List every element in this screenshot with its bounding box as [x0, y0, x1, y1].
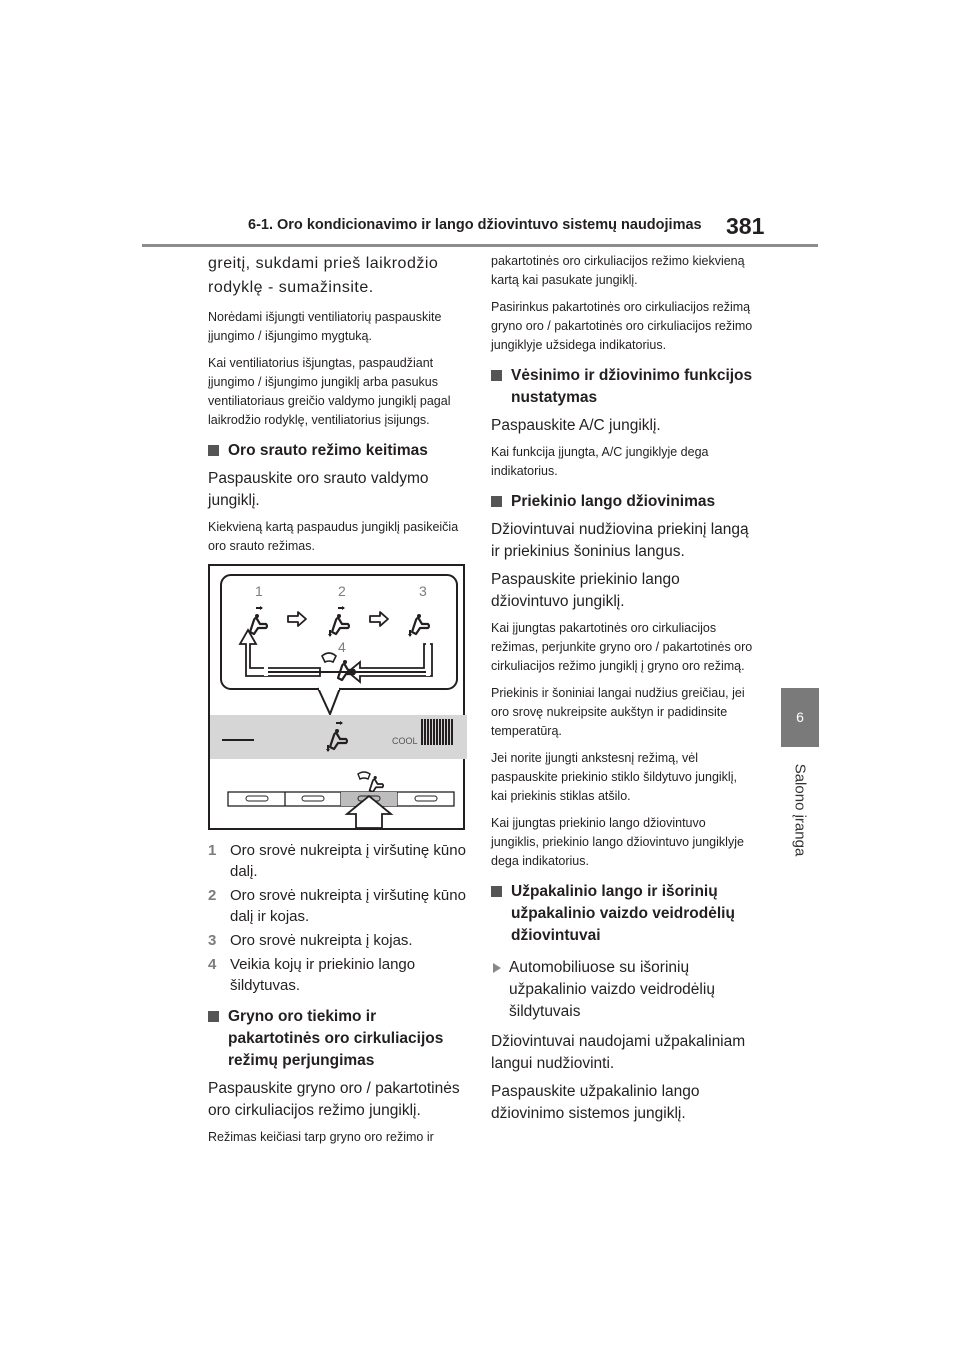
section-heading: [208, 440, 466, 462]
chapter-tab: 6: [781, 688, 819, 747]
mode-list: [208, 840, 466, 996]
list-item: 4 Veikia kojų ir priekinio lango šildytuvas.: [208, 956, 416, 994]
heading-text: Gryno oro tiekimo ir pakartotinės oro cirkuliacijos režimų perjungimas: [228, 1008, 444, 1069]
section-heading: [491, 881, 753, 947]
note: Kai įjungtas pakartotinės oro cirkuliacijos režimas, perjunkite gryno oro / pakartotinės oro cirkuliacijos režimo jungiklį į gryno oro režimą.: [491, 621, 753, 673]
paragraph: Džiovintuvai naudojami užpakaliniam langui nudžiovinti.: [491, 1033, 746, 1072]
paragraph: Paspauskite užpakalinio lango džiovinimo sistemos jungiklį.: [491, 1083, 700, 1122]
note: Pasirinkus pakartotinės oro cirkuliacijos režimą gryno oro / pakartotinės oro cirkuliacijos režimo jungiklyje užsidega indikatorius.: [491, 300, 753, 352]
square-bullet-icon: [491, 370, 502, 381]
paragraph: Paspauskite priekinio lango džiovintuvo jungiklį.: [491, 571, 680, 610]
square-bullet-icon: [491, 496, 502, 507]
list-item: 2 Oro srovė nukreipta į viršutinę kūno dalį ir kojas.: [208, 887, 466, 925]
note: Priekinis ir šoniniai langai nudžius greičiau, jei oro srovę nukreipsite aukštyn ir padidinsite temperatūrą.: [491, 686, 745, 738]
chapter-side-label: Salono įranga: [791, 763, 809, 857]
paragraph: Paspauskite gryno oro / pakartotinės oro cirkuliacijos režimo jungiklį.: [208, 1080, 460, 1119]
right-column: [491, 252, 753, 1131]
left-column: [208, 252, 466, 1155]
note: Kiekvieną kartą paspaudus jungiklį pasikeičia oro srauto režimas.: [208, 520, 459, 553]
square-bullet-icon: [491, 886, 502, 897]
airflow-diagram: [210, 566, 467, 832]
display-cool-label: COOL: [392, 736, 418, 746]
fan-level-bars: [421, 719, 453, 745]
list-item: 3 Oro srovė nukreipta į kojas.: [208, 932, 413, 949]
mode-number: 2: [338, 583, 346, 599]
mode-number: 4: [338, 639, 346, 655]
heading-text: Priekinio lango džiovinimas: [511, 493, 716, 510]
triangle-bullet-icon: [493, 963, 501, 973]
header-title: 6-1. Oro kondicionavimo ir lango džiovintuvo sistemų naudojimas: [248, 217, 702, 233]
section-heading: [491, 491, 753, 513]
airflow-button-icon: [358, 772, 383, 792]
mode-number: 1: [255, 583, 263, 599]
mode-number: 3: [419, 583, 427, 599]
paragraph: Džiovintuvai nudžiovina priekinį langą ir priekinius šoninius langus.: [491, 521, 749, 560]
sub-heading: [491, 957, 753, 1023]
airflow-mode-figure: [208, 564, 465, 830]
paragraph: Kai ventiliatorius išjungtas, paspaudžiant įjungimo / išjungimo jungiklį arba pasukus ventiliatoriaus greičio valdymo jungiklį pagal laikrodžio rodyklę, ventiliatorius įsijungs.: [208, 356, 451, 427]
heading-text: Užpakalinio lango ir išorinių užpakalinio vaizdo veidrodėlių džiovintuvai: [511, 883, 735, 944]
square-bullet-icon: [208, 1011, 219, 1022]
paragraph: Paspauskite oro srauto valdymo jungiklį.: [208, 470, 429, 509]
section-heading: [208, 1006, 466, 1072]
sub-heading-text: Automobiliuose su išorinių užpakalinio vaizdo veidrodėlių šildytuvais: [509, 959, 715, 1020]
section-heading: [491, 365, 753, 409]
heading-text: Oro srauto režimo keitimas: [228, 442, 428, 459]
note: Kai įjungtas priekinio lango džiovintuvo jungiklis, priekinio lango džiovintuvo jungiklyje dega indikatorius.: [491, 816, 744, 868]
square-bullet-icon: [208, 445, 219, 456]
header-divider: [142, 244, 818, 247]
note: Režimas keičiasi tarp gryno oro režimo ir: [208, 1130, 434, 1144]
note: Jei norite įjungti ankstesnį režimą, vėl paspauskite priekinio stiklo šildytuvo jungiklį, kai priekinis stiklas atšilo.: [491, 751, 737, 803]
paragraph: Norėdami išjungti ventiliatorių paspauskite įjungimo / išjungimo mygtuką.: [208, 310, 442, 343]
page-number: 381: [726, 213, 765, 239]
paragraph: Paspauskite A/C jungiklį.: [491, 417, 661, 434]
note: pakartotinės oro cirkuliacijos režimo kiekvieną kartą kai pasukate jungiklį.: [491, 254, 745, 287]
list-item: 1 Oro srovė nukreipta į viršutinę kūno dalį.: [208, 842, 466, 880]
lead-paragraph: greitį, sukdami prieš laikrodžio rodyklę - sumažinsite.: [208, 255, 439, 296]
heading-text: Vėsinimo ir džiovinimo funkcijos nustatymas: [511, 367, 753, 406]
note: Kai funkcija įjungta, A/C jungiklyje dega indikatorius.: [491, 445, 709, 478]
